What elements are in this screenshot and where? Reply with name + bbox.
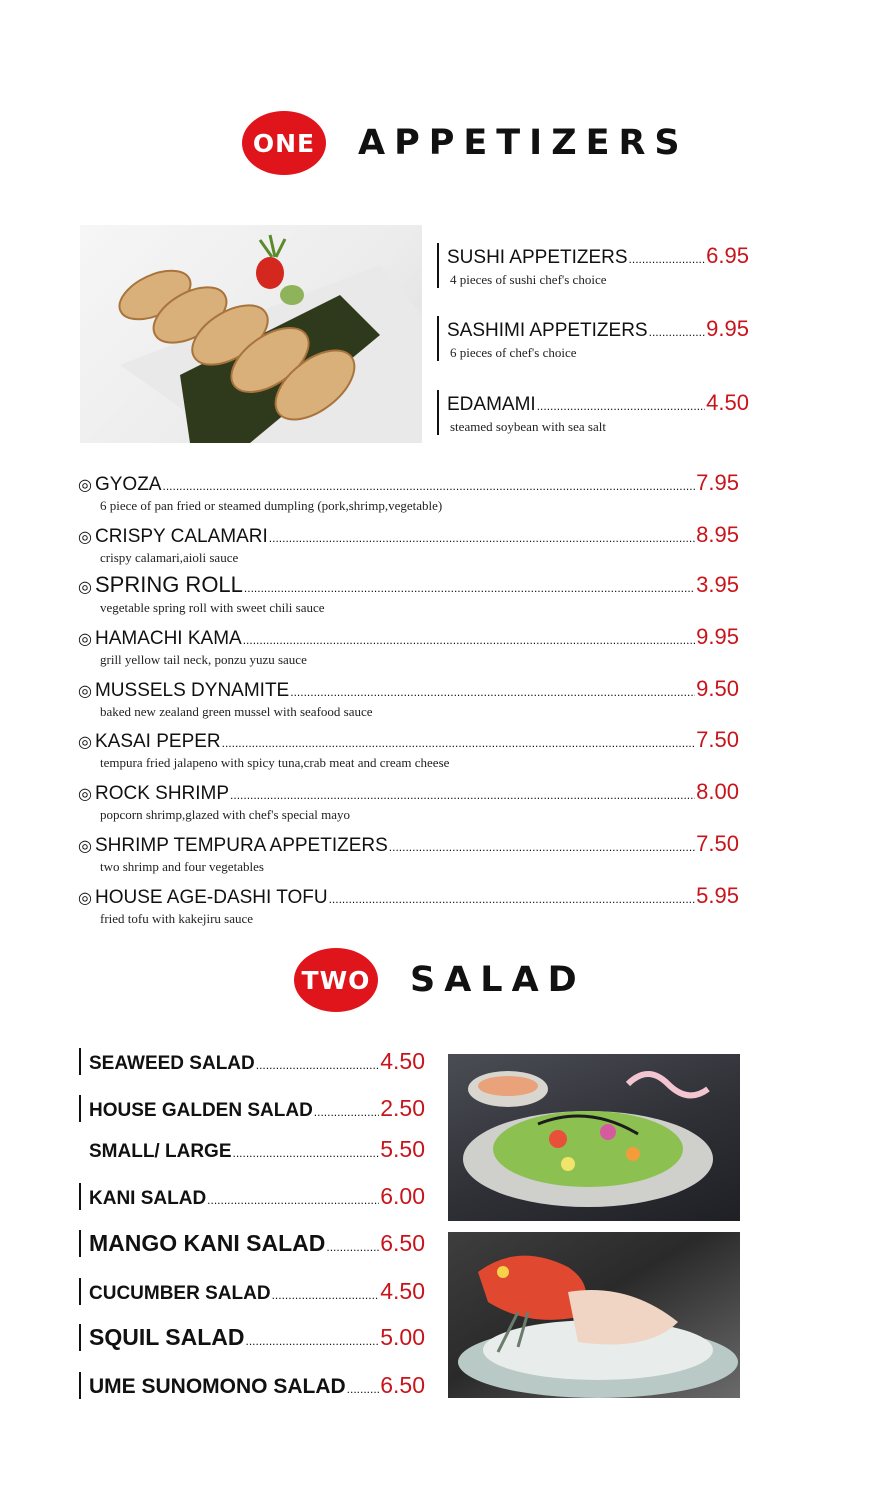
bullet-icon: ◎ (78, 683, 92, 700)
section-badge-one: ONE (242, 111, 326, 175)
item-price: 6.50 (380, 1372, 425, 1398)
list-item (78, 470, 739, 514)
item-name: HOUSE AGE-DASHI TOFU (94, 887, 328, 908)
section-header-salad (294, 948, 586, 1012)
item-description: 6 pieces of chef's choice (450, 345, 577, 360)
item-description: fried tofu with kakejiru sauce (100, 911, 254, 926)
item-name: MANGO KANI SALAD (89, 1230, 326, 1256)
leader-dots (537, 399, 705, 413)
item-name: MUSSELS DYNAMITE (94, 680, 290, 701)
leader-dots (326, 1240, 379, 1254)
salad-photo (448, 1054, 740, 1221)
bullet-icon: ◎ (78, 786, 92, 803)
bullet-icon: ◎ (78, 734, 92, 751)
item-price: 7.95 (696, 470, 739, 495)
item-price: 7.50 (696, 727, 739, 752)
leader-dots (243, 633, 695, 647)
list-item (78, 883, 739, 927)
leader-dots (649, 325, 706, 339)
item-name: UME SUNOMONO SALAD (89, 1375, 346, 1398)
item-name: CUCUMBER SALAD (89, 1283, 271, 1304)
list-item (78, 727, 739, 771)
salad-item (79, 1372, 425, 1399)
leader-dots (222, 736, 696, 750)
item-price: 4.50 (380, 1278, 425, 1304)
item-description: vegetable spring roll with sweet chili sauce (100, 600, 325, 615)
item-price: 5.95 (696, 883, 739, 908)
bullet-icon: ◎ (78, 579, 92, 596)
section-header-appetizers (242, 111, 689, 175)
leader-dots (272, 1288, 380, 1302)
salad-item (79, 1048, 425, 1075)
item-description: crispy calamari,aioli sauce (100, 550, 239, 565)
item-description: steamed soybean with sea salt (450, 419, 606, 434)
item-name: EDAMAMI (447, 394, 536, 415)
leader-dots (207, 1193, 379, 1207)
leader-dots (233, 1146, 380, 1160)
leader-dots (329, 892, 696, 906)
item-description: 6 piece of pan fried or steamed dumpling (pork,shrimp,vegetable) (100, 498, 443, 513)
bullet-icon: ◎ (78, 890, 92, 907)
fish-sashimi-photo (448, 1232, 740, 1398)
item-name: KANI SALAD (89, 1188, 207, 1209)
bullet-icon: ◎ (78, 631, 92, 648)
leader-dots (230, 788, 695, 802)
item-name: KASAI PEPER (94, 731, 221, 752)
item-name: SHRIMP TEMPURA APPETIZERS (94, 835, 388, 856)
item-description: two shrimp and four vegetables (100, 859, 264, 874)
salad-item (79, 1095, 425, 1122)
leader-dots (256, 1058, 379, 1072)
item-name: SPRING ROLL (94, 572, 243, 597)
list-item (78, 676, 739, 720)
list-item (78, 522, 739, 566)
item-price: 9.95 (696, 624, 739, 649)
item-description: baked new zealand green mussel with seafood sauce (100, 704, 373, 719)
item-name: HAMACHI KAMA (94, 628, 242, 649)
salad-item (79, 1324, 425, 1351)
bullet-icon: ◎ (78, 838, 92, 855)
item-price: 5.50 (380, 1136, 425, 1162)
list-item (78, 831, 739, 875)
leader-dots (245, 1334, 379, 1348)
salad-item (79, 1136, 425, 1163)
salad-item (79, 1230, 425, 1257)
item-price: 6.50 (380, 1230, 425, 1256)
item-price: 8.95 (696, 522, 739, 547)
featured-item (437, 243, 749, 288)
item-price: 6.95 (706, 243, 749, 268)
item-description: popcorn shrimp,glazed with chef's special mayo (100, 807, 350, 822)
item-description: 4 pieces of sushi chef's choice (450, 272, 607, 287)
leader-dots (269, 531, 695, 545)
item-name: GYOZA (94, 474, 162, 495)
item-price: 9.50 (696, 676, 739, 701)
item-description: grill yellow tail neck, ponzu yuzu sauce (100, 652, 307, 667)
bullet-icon: ◎ (78, 477, 92, 494)
item-name: SEAWEED SALAD (89, 1053, 255, 1074)
item-price: 5.00 (380, 1324, 425, 1350)
salad-item (79, 1183, 425, 1210)
gyoza-photo (80, 225, 422, 443)
item-price: 8.00 (696, 779, 739, 804)
list-item (78, 624, 739, 668)
item-price: 7.50 (696, 831, 739, 856)
leader-dots (290, 685, 695, 699)
section-title-salad: SALAD (410, 960, 586, 1000)
item-name: ROCK SHRIMP (94, 783, 230, 804)
section-title-appetizers: APPETIZERS (358, 123, 689, 163)
leader-dots (629, 252, 706, 266)
item-price: 4.50 (706, 390, 749, 415)
item-price: 6.00 (380, 1183, 425, 1209)
section-badge-two: TWO (294, 948, 378, 1012)
salad-item (79, 1278, 425, 1305)
item-price: 2.50 (380, 1095, 425, 1121)
item-description: tempura fried jalapeno with spicy tuna,crab meat and cream cheese (100, 755, 450, 770)
leader-dots (389, 840, 695, 854)
item-name: CRISPY CALAMARI (94, 526, 268, 547)
list-item (78, 572, 739, 616)
leader-dots (162, 479, 695, 493)
item-name: SASHIMI APPETIZERS (447, 320, 648, 341)
item-name: SMALL/ LARGE (89, 1141, 232, 1162)
list-item (78, 779, 739, 823)
featured-item (437, 316, 749, 361)
leader-dots (244, 581, 695, 595)
item-name: HOUSE GALDEN SALAD (89, 1100, 313, 1121)
leader-dots (314, 1105, 379, 1119)
item-price: 9.95 (706, 316, 749, 341)
featured-item (437, 390, 749, 435)
item-name: SUSHI APPETIZERS (447, 247, 628, 268)
leader-dots (347, 1382, 380, 1396)
item-price: 3.95 (696, 572, 739, 597)
item-name: SQUIL SALAD (89, 1324, 245, 1350)
item-price: 4.50 (380, 1048, 425, 1074)
bullet-icon: ◎ (78, 529, 92, 546)
